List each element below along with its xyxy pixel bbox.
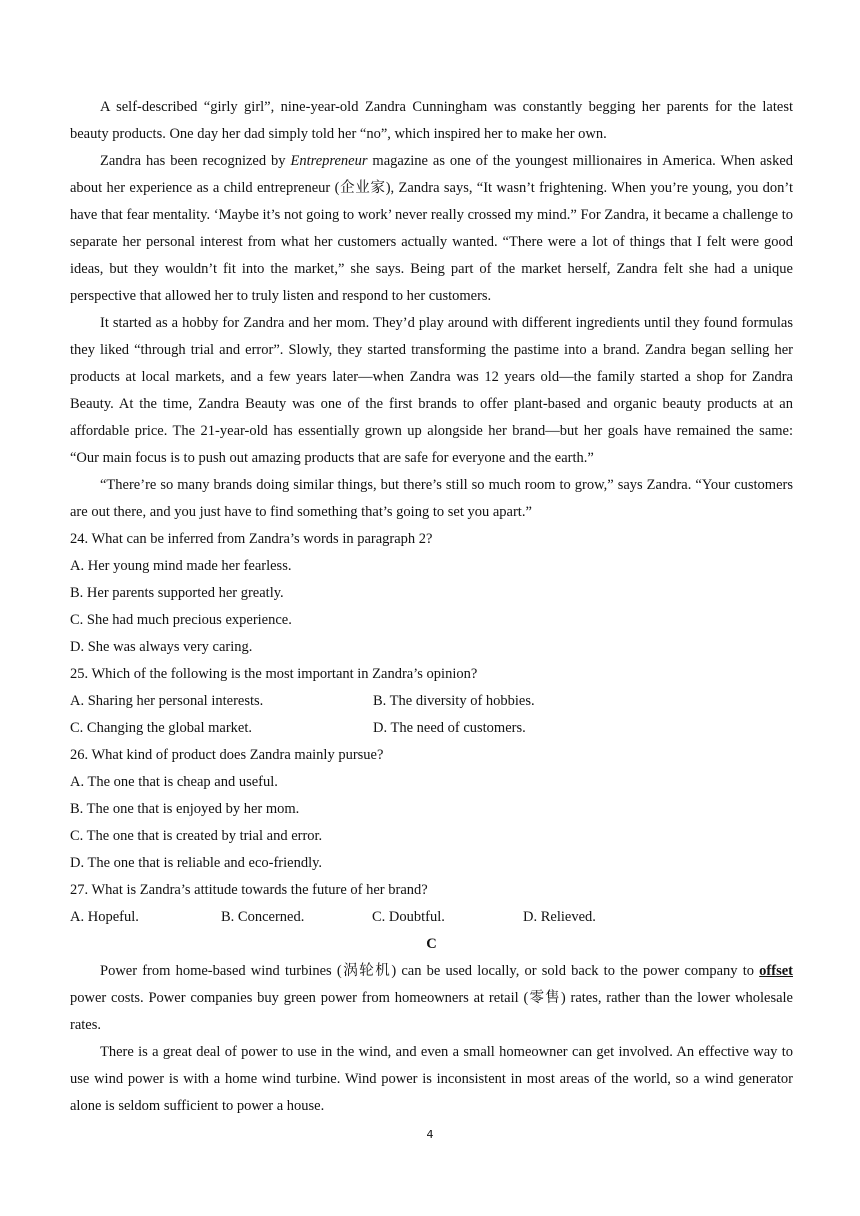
question-26-stem: 26. What kind of product does Zandra mainly pursue?	[70, 747, 384, 763]
question-25-option-b: B. The diversity of hobbies.	[373, 693, 535, 709]
paragraph-c1-rest: power costs. Power companies buy green power from homeowners at retail (零售) rates, rather than the lower wholesale rates.	[70, 990, 793, 1033]
question-26-option-a: A. The one that is cheap and useful.	[70, 774, 278, 790]
question-24-stem: 24. What can be inferred from Zandra’s words in paragraph 2?	[70, 531, 433, 547]
question-24-option-c: C. She had much precious experience.	[70, 612, 292, 628]
question-25-option-a: A. Sharing her personal interests.	[70, 693, 264, 709]
page-number: 4	[426, 1128, 434, 1141]
question-25-stem: 25. Which of the following is the most important in Zandra’s opinion?	[70, 666, 478, 682]
question-26-option-c: C. The one that is created by trial and error.	[70, 828, 323, 844]
question-26-option-b: B. The one that is enjoyed by her mom.	[70, 801, 300, 817]
paragraph-c1-lead: Power from home-based wind turbines (涡轮机) can be used locally, or sold back to the power company to	[100, 963, 760, 979]
passage-c-paragraph-2: There is a great deal of power to use in the wind, and even a small homeowner can get involved. An effective way to use wind power is with a home wind turbine. Wind power is inconsistent in most areas of the world, so a wind generator alone is seldom sufficient to power a house.	[70, 1044, 793, 1114]
question-25-option-c: C. Changing the global market.	[70, 720, 253, 736]
question-24-option-a: A. Her young mind made her fearless.	[70, 558, 292, 574]
question-27-option-c: C. Doubtful.	[372, 909, 445, 925]
question-27-options-row	[70, 904, 793, 931]
question-27-option-d: D. Relieved.	[523, 909, 596, 925]
paragraph-2-lead: Zandra has been recognized by	[100, 153, 291, 169]
section-c-title: C	[426, 936, 437, 952]
paragraph-2-rest: magazine as one of the youngest millionaires in America. When asked about her experience as a child entrepreneur (企业家), Zandra says, “It wasn’t frightening. When you’re young, you don’t have that fear mentality. ‘Maybe it’s not going to work’ never really crossed my mind.” For Zandra, it became a challenge to separate her personal interest from what her customers actually wanted. “There were a lot of things that I felt were good ideas, but they wouldn’t fit into the market,” she says. Being part of the market herself, Zandra felt she had a unique perspective that allowed her to truly listen and respond to her customers.	[70, 153, 794, 304]
question-27-stem: 27. What is Zandra’s attitude towards the future of her brand?	[70, 882, 428, 898]
question-27-option-b: B. Concerned.	[221, 909, 305, 925]
underlined-keyword: offset	[759, 963, 793, 979]
question-25-options-row-1	[70, 688, 793, 715]
question-25-option-d: D. The need of customers.	[373, 720, 526, 736]
question-24-option-b: B. Her parents supported her greatly.	[70, 585, 284, 601]
passage-b-paragraph-2	[70, 148, 793, 310]
question-26-option-d: D. The one that is reliable and eco-friendly.	[70, 855, 323, 871]
passage-b-paragraph-4: “There’re so many brands doing similar things, but there’s still so much room to grow,” says Zandra. “Your customers are out there, and you just have to find something that’s going to set you apart.”	[70, 477, 793, 520]
passage-c-paragraph-1	[70, 958, 793, 1039]
passage-b-paragraph-3: It started as a hobby for Zandra and her mom. They’d play around with different ingredients until they found formulas they liked “through trial and error”. Slowly, they started transforming the pastime into a brand. Zandra began selling her products at local markets, and a few years later—when Zandra was 12 years old—the family started a shop for Zandra Beauty. At the time, Zandra Beauty was one of the first brands to offer plant-based and organic beauty products at an affordable price. The 21-year-old has essentially grown up alongside her brand—but her goals have remained the same: “Our main focus is to push out amazing products that are safe for everyone and the earth.”	[70, 315, 793, 466]
question-25-options-row-2	[70, 715, 793, 742]
question-24-option-d: D. She was always very caring.	[70, 639, 253, 655]
question-27-option-a: A. Hopeful.	[70, 909, 139, 925]
magazine-name: Entrepreneur	[290, 153, 368, 169]
page-content	[70, 94, 793, 1120]
passage-b-paragraph-1: A self-described “girly girl”, nine-year-old Zandra Cunningham was constantly begging her parents for the latest beauty products. One day her dad simply told her “no”, which inspired her to make her own.	[70, 99, 793, 142]
